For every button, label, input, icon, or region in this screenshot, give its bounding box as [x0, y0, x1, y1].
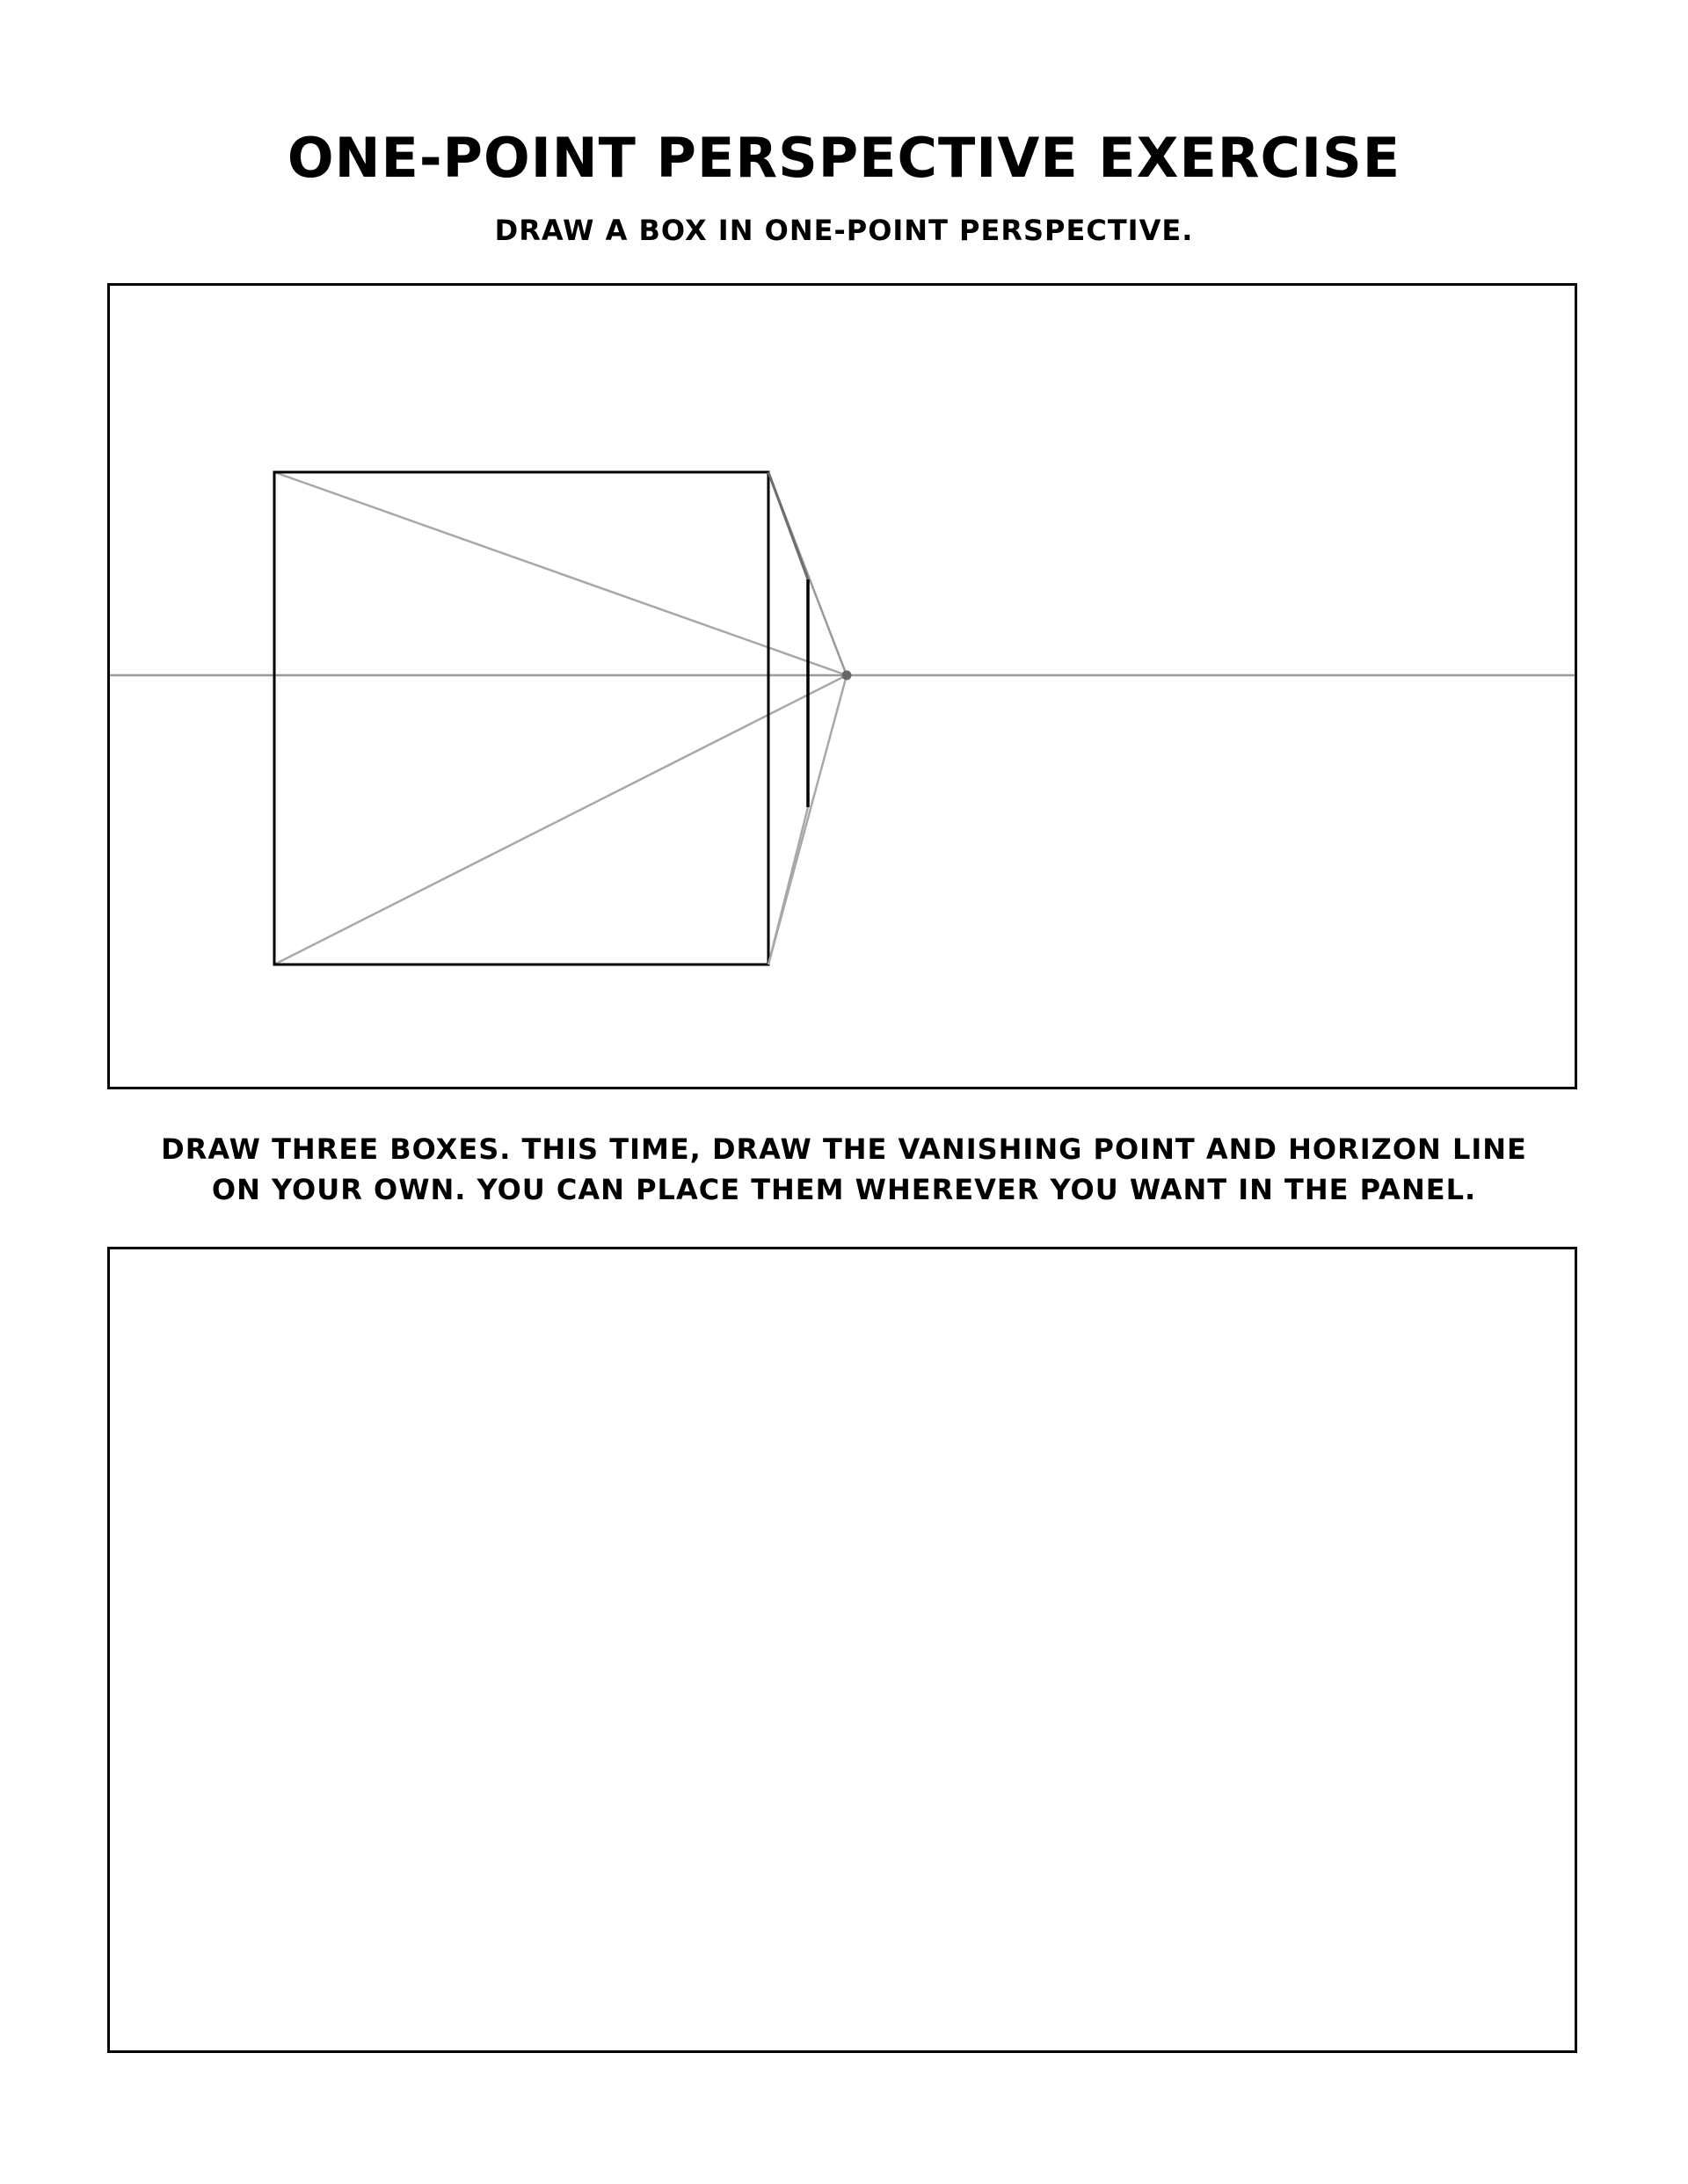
exercise-1-instruction: DRAW A BOX IN ONE-POINT PERSPECTIVE.	[494, 214, 1194, 247]
example-drawing-panel	[107, 283, 1577, 1089]
blank-drawing-panel[interactable]	[107, 1247, 1577, 2053]
guide-line-bottom-left	[274, 675, 847, 965]
guide-line-top-left	[274, 472, 847, 675]
exercise-2-instruction	[0, 1129, 1688, 1210]
perspective-box-diagram	[110, 286, 1575, 1087]
page-title: ONE-POINT PERSPECTIVE EXERCISE	[287, 126, 1401, 190]
vanishing-point	[842, 671, 852, 681]
instruction-line-2: ON YOUR OWN. YOU CAN PLACE THEM WHEREVER YOU WANT IN THE PANEL.	[211, 1173, 1477, 1206]
box-front-face	[274, 472, 768, 965]
box-receding-edge-top	[768, 472, 808, 579]
box-receding-edge-bottom	[768, 807, 808, 965]
instruction-line-1: DRAW THREE BOXES. THIS TIME, DRAW THE VANISHING POINT AND HORIZON LINE	[161, 1132, 1527, 1166]
